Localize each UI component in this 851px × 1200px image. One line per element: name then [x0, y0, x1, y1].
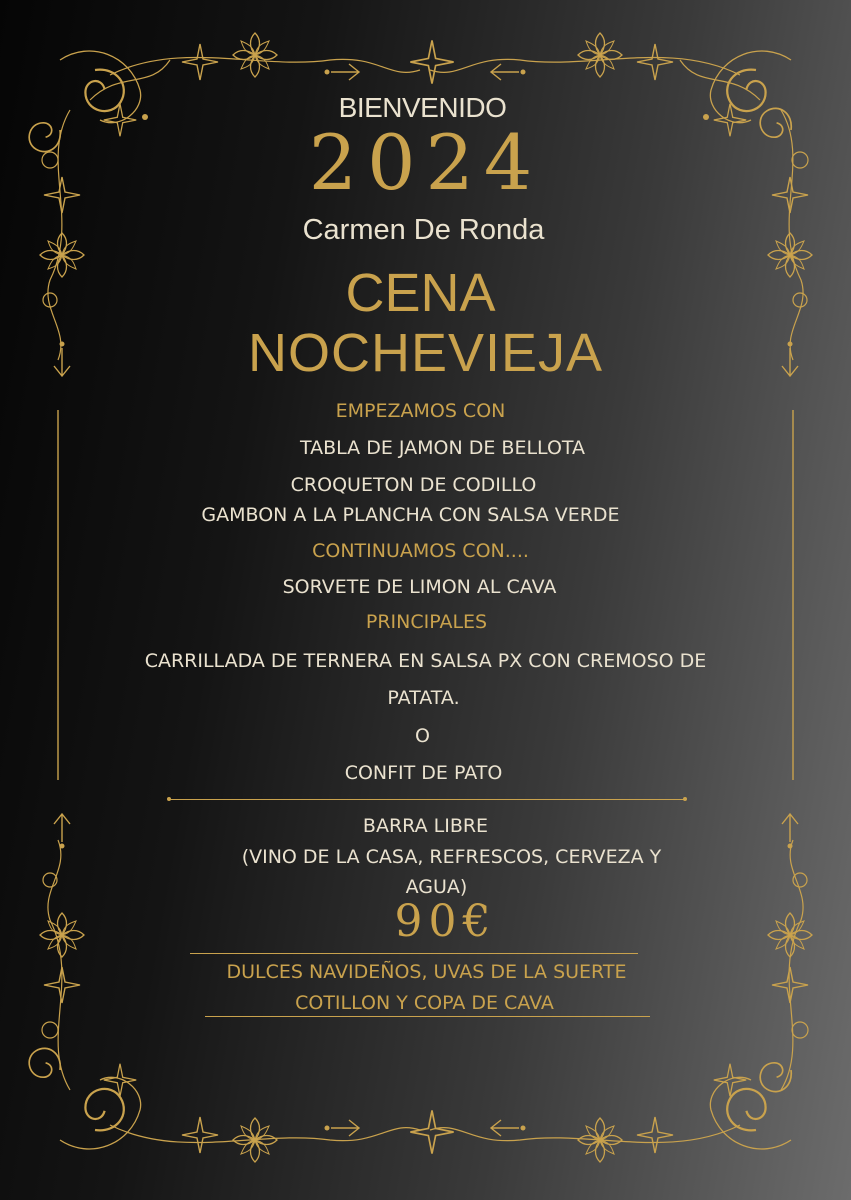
divider-line: [170, 799, 685, 800]
extras-top-line: [190, 953, 638, 954]
page-title-line-2: NOCHEVIEJA: [247, 323, 604, 383]
main-item-2: CONFIT DE PATO: [344, 762, 503, 784]
extras-line-1: DULCES NAVIDEÑOS, UVAS DE LA SUERTE: [226, 961, 627, 983]
extras-bottom-line: [205, 1016, 650, 1017]
main-item-1-line-1: CARRILLADA DE TERNERA EN SALSA PX CON CREMOSO DE: [144, 650, 707, 672]
price: 90€: [394, 896, 497, 947]
main-item-1-line-2: PATATA.: [387, 687, 460, 709]
continue-heading: CONTINUAMOS CON....: [312, 540, 529, 562]
or-separator: O: [415, 725, 430, 747]
mains-heading: PRINCIPALES: [365, 611, 488, 633]
drinks-label: BARRA LIBRE: [362, 815, 489, 837]
starter-item-1: TABLA DE JAMON DE BELLOTA: [299, 437, 586, 459]
continue-item: SORVETE DE LIMON AL CAVA: [282, 576, 557, 598]
starters-heading: EMPEZAMOS CON: [335, 400, 506, 422]
extras-line-2: COTILLON Y COPA DE CAVA: [295, 992, 554, 1014]
drinks-detail-line-1: (VINO DE LA CASA, REFRESCOS, CERVEZA Y: [241, 846, 662, 868]
swirl-corner-ornament-bottom-left: [29, 1048, 140, 1149]
swirl-corner-ornament-bottom-right: [710, 1063, 791, 1149]
divider-end-right: [683, 797, 687, 801]
divider-end-left: [167, 797, 171, 801]
year-title: 2024: [308, 118, 543, 207]
starter-item-3: GAMBON A LA PLANCHA CON SALSA VERDE: [201, 504, 620, 526]
welcome-text: BIENVENIDO: [338, 92, 507, 123]
page-title-line-1: CENA: [345, 263, 496, 323]
starter-item-2: CROQUETON DE CODILLO: [290, 474, 537, 496]
drinks-detail-line-2: AGUA): [405, 876, 468, 898]
restaurant-name: Carmen De Ronda: [302, 214, 545, 246]
